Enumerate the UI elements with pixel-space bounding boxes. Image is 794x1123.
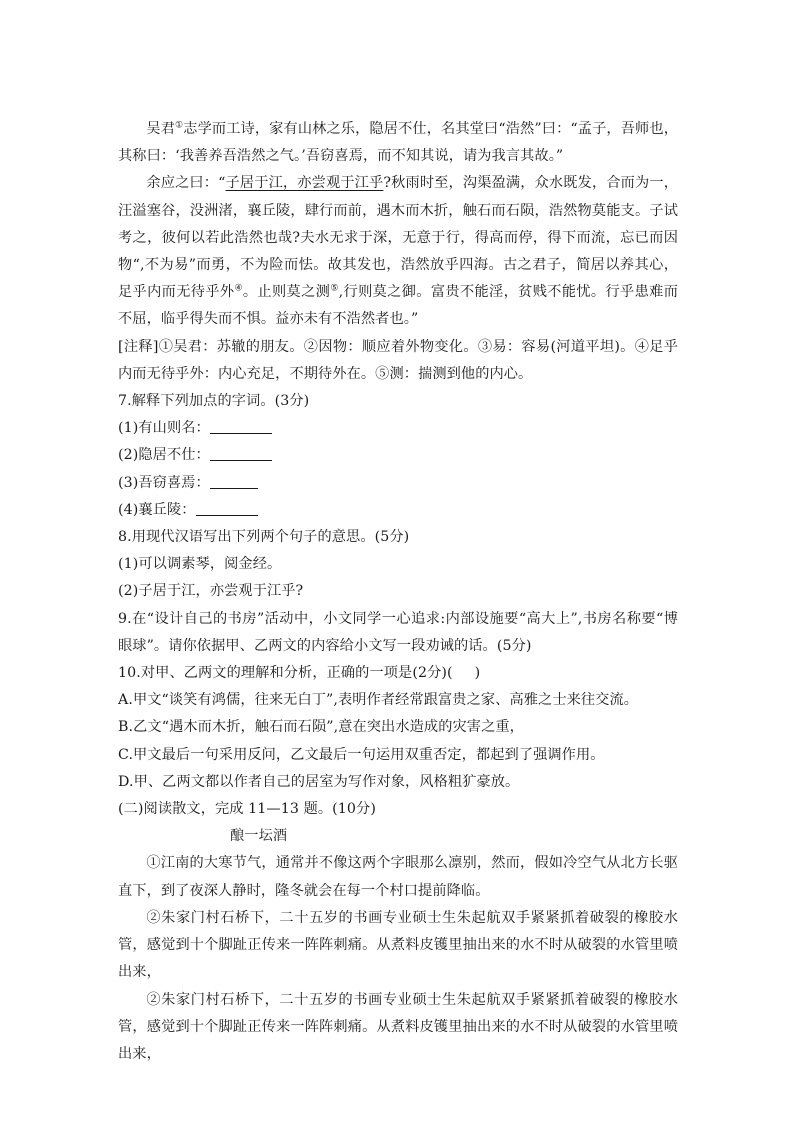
essay-paragraph-3: ②朱家门村石桥下，二十五岁的书画专业硕士生朱起航双手紧紧抓着破裂的橡胶水管，感觉到十个脚趾正传来一阵阵刺痛。从煮料皮镬里抽出来的水不时从破裂的水管里喷出来，	[118, 991, 678, 1062]
underlined-sentence: 子居于江，亦尝观于江乎	[225, 175, 384, 192]
question-10-option-a: A.甲文“谈笑有鸿儒，往来无白丁”,表明作者经常跟富贵之家、高雅之士来往交流。	[118, 692, 639, 709]
annotation-note: [注释]①吴君：苏辙的朋友。②因物：顺应着外物变化。③易：容易(河道平坦)。④足乎内而无待乎外：内心充足，不期待外在。⑤测：揣测到他的内心。	[118, 338, 678, 382]
answer-blank[interactable]	[210, 446, 272, 461]
question-text: )	[474, 665, 481, 682]
question-text: (2)隐居不仕：	[118, 447, 210, 464]
passage-paragraph-1	[118, 116, 678, 170]
question-10	[118, 660, 678, 687]
footnote-marker: ⑤	[330, 283, 339, 294]
question-10-option-d: D.甲、乙两文都以作者自己的居室为写作对象，风格粗犷豪放。	[118, 773, 520, 790]
question-text: (1)有山则名：	[118, 420, 210, 437]
footnote-marker: ①	[175, 120, 184, 131]
question-7-item-2	[118, 442, 678, 469]
question-10-option-c: C.甲文最后一句采用反问，乙文最后一句运用双重否定，都起到了强调作用。	[118, 746, 605, 763]
document-page	[118, 116, 678, 1068]
answer-blank[interactable]	[210, 474, 258, 489]
passage-text: ,行则莫之御。富贵不能淫，贫贱不能忧。行乎患难而不屈，临乎得失而不惧。益亦未有不浩然者也。”	[118, 284, 678, 328]
essay-paragraph-2: ②朱家门村石桥下，二十五岁的书画专业硕士生朱起航双手紧紧抓着破裂的橡胶水管，感觉到十个脚趾正传来一阵阵刺痛。从煮料皮镬里抽出来的水不时从破裂的水管里喷出来，	[118, 909, 678, 981]
passage-text: 志学而工诗，家有山林之乐，隐居不仕，名其堂曰“浩然”曰：“孟子，吾师也，其称曰：‘我善养吾浩然之气。’吾窃喜焉，而不知其说，请为我言其故。”	[118, 121, 678, 165]
question-text: (4)襄丘陵：	[118, 501, 196, 518]
passage-text: 。止则莫之测	[242, 284, 331, 301]
question-7-item-4	[118, 497, 678, 524]
question-7-item-1	[118, 415, 678, 442]
passage-text: ?秋雨时至，沟渠盈满，众水既发，合而为一，汪溢塞谷，没洲渚，襄丘陵，肆行而前，遇木而木折，触石而石陨，浩然物莫能支。子试考之，彼何以若此浩然也哉?夫水无求于深，无意于行，得高而停，得下而流，忘已而因物“,不为易”而勇，不为险而怯。故其发也，浩然放乎四海。古之君子，简居以养其心，足乎内而无待乎外	[118, 175, 678, 301]
question-8: 8.用现代汉语写出下列两个句子的意思。(5分)	[118, 529, 410, 546]
question-7: 7.解释下列加点的字词。(3分)	[118, 393, 310, 410]
essay-paragraph-1: ①江南的大寒节气，通常并不像这两个字眼那么凛别，然而，假如冷空气从北方长驱直下，到了夜深人静时，隆冬就会在每一个村口提前降临。	[118, 855, 678, 899]
passage-text: 余应之曰：“	[146, 175, 226, 192]
passage-text: 吴君	[146, 121, 176, 137]
passage-paragraph-2	[118, 170, 678, 333]
question-text: 10.对甲、乙两文的理解和分析，正确的一项是(2分)(	[118, 665, 453, 682]
question-10-option-b: B.乙文“遇木而木折，触石而石陨”,意在突出水造成的灾害之重，	[118, 719, 524, 736]
section-heading: (二)阅读散文，完成 11—13 题。(10分)	[118, 801, 376, 818]
question-8-item-1: (1)可以调素琴，阅金经。	[118, 556, 282, 573]
question-9: 9.在“设计自己的书房”活动中，小文同学一心追求:内部设施要“高大上”,书房名称要“博眼球”。请你依据甲、乙两文的内容给小文写一段劝诫的话。(5分)	[118, 610, 678, 654]
question-text: (3)吾窃喜焉：	[118, 474, 210, 491]
question-8-item-2: (2)子居于江，亦尝观于江乎?	[118, 583, 304, 600]
footnote-marker: ④	[234, 283, 243, 294]
question-7-item-3	[118, 470, 678, 497]
answer-blank[interactable]	[196, 501, 258, 516]
answer-blank[interactable]	[210, 419, 272, 434]
essay-title: 酿一坛酒	[230, 828, 288, 845]
